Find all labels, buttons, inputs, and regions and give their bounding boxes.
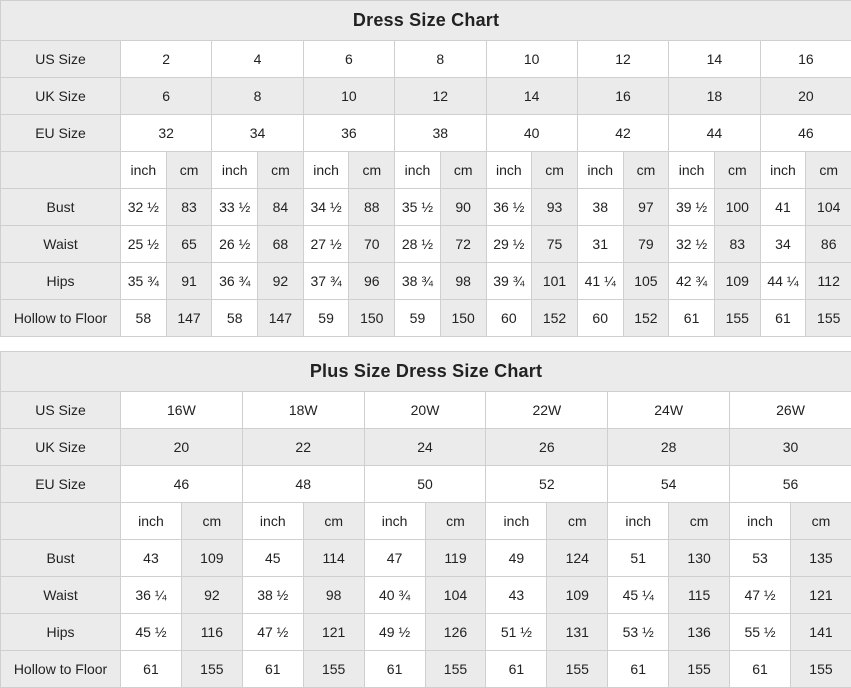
measurement-value: 61 (730, 651, 791, 688)
size-row (1, 78, 851, 115)
size-value: 16 (760, 41, 851, 78)
measurement-value: 124 (547, 540, 608, 577)
measurement-value: 51 (608, 540, 669, 577)
measurement-value: 155 (181, 651, 242, 688)
measurement-value: 155 (790, 651, 851, 688)
unit-header: cm (303, 503, 364, 540)
measurement-value: 72 (440, 226, 486, 263)
measurement-value: 98 (303, 577, 364, 614)
measurement-value: 75 (532, 226, 578, 263)
unit-row-blank-label (1, 152, 121, 189)
measurement-value: 92 (258, 263, 304, 300)
measurement-value: 105 (623, 263, 669, 300)
size-value: 42 (577, 115, 668, 152)
measurement-value: 32 ½ (669, 226, 715, 263)
measurement-value: 27 ½ (303, 226, 349, 263)
size-value: 12 (395, 78, 486, 115)
measurement-value: 100 (714, 189, 760, 226)
size-value: 32 (121, 115, 212, 152)
measurement-value: 37 ¾ (303, 263, 349, 300)
unit-row (1, 152, 851, 189)
measurement-value: 115 (669, 577, 730, 614)
measurement-value: 39 ¾ (486, 263, 532, 300)
size-value: 22W (486, 392, 608, 429)
measurement-value: 55 ½ (730, 614, 791, 651)
measurement-value: 41 (760, 189, 806, 226)
unit-header: inch (608, 503, 669, 540)
measurement-value: 121 (790, 577, 851, 614)
measurement-value: 41 ¼ (577, 263, 623, 300)
measurement-value: 112 (806, 263, 851, 300)
measurement-value: 150 (349, 300, 395, 337)
measurement-value: 53 ½ (608, 614, 669, 651)
size-value: 34 (212, 115, 303, 152)
measurement-value: 58 (212, 300, 258, 337)
measurement-value: 43 (486, 577, 547, 614)
measurement-value: 31 (577, 226, 623, 263)
measurement-value: 97 (623, 189, 669, 226)
row-label: Hollow to Floor (1, 300, 121, 337)
size-chart-table (0, 351, 851, 688)
size-value: 16 (577, 78, 668, 115)
measurement-value: 155 (669, 651, 730, 688)
row-label: Hips (1, 614, 121, 651)
measurement-value: 29 ½ (486, 226, 532, 263)
measurement-value: 58 (121, 300, 167, 337)
unit-header: cm (714, 152, 760, 189)
measurement-value: 84 (258, 189, 304, 226)
measurement-value: 61 (364, 651, 425, 688)
measurement-row (1, 226, 851, 263)
measurement-value: 65 (166, 226, 212, 263)
measurement-value: 25 ½ (121, 226, 167, 263)
unit-header: cm (166, 152, 212, 189)
measurement-value: 93 (532, 189, 578, 226)
row-label: Bust (1, 189, 121, 226)
measurement-value: 36 ¾ (212, 263, 258, 300)
size-value: 10 (303, 78, 394, 115)
chart-title-row (1, 352, 851, 392)
unit-header: inch (364, 503, 425, 540)
unit-header: cm (806, 152, 851, 189)
measurement-value: 83 (714, 226, 760, 263)
size-row (1, 392, 851, 429)
row-label: Hips (1, 263, 121, 300)
unit-header: inch (242, 503, 303, 540)
chart-spacer (0, 337, 851, 351)
measurement-value: 35 ½ (395, 189, 441, 226)
unit-header: cm (532, 152, 578, 189)
measurement-value: 91 (166, 263, 212, 300)
measurement-value: 59 (303, 300, 349, 337)
size-value: 26 (486, 429, 608, 466)
size-value: 48 (242, 466, 364, 503)
measurement-row (1, 263, 851, 300)
row-label: Hollow to Floor (1, 651, 121, 688)
unit-header: inch (730, 503, 791, 540)
measurement-value: 47 ½ (242, 614, 303, 651)
measurement-value: 49 (486, 540, 547, 577)
measurement-value: 116 (181, 614, 242, 651)
measurement-value: 109 (181, 540, 242, 577)
size-value: 20W (364, 392, 486, 429)
measurement-value: 147 (258, 300, 304, 337)
size-value: 14 (486, 78, 577, 115)
measurement-value: 126 (425, 614, 486, 651)
size-value: 18 (669, 78, 760, 115)
measurement-value: 39 ½ (669, 189, 715, 226)
measurement-value: 49 ½ (364, 614, 425, 651)
measurement-value: 45 ½ (121, 614, 182, 651)
measurement-value: 36 ½ (486, 189, 532, 226)
size-value: 50 (364, 466, 486, 503)
size-row (1, 41, 851, 78)
unit-header: cm (181, 503, 242, 540)
measurement-value: 104 (425, 577, 486, 614)
measurement-value: 155 (714, 300, 760, 337)
measurement-value: 96 (349, 263, 395, 300)
unit-header: inch (303, 152, 349, 189)
measurement-value: 98 (440, 263, 486, 300)
size-row (1, 115, 851, 152)
size-row (1, 429, 851, 466)
size-value: 46 (121, 466, 243, 503)
measurement-value: 34 (760, 226, 806, 263)
size-value: 44 (669, 115, 760, 152)
size-value: 20 (121, 429, 243, 466)
size-value: 16W (121, 392, 243, 429)
measurement-value: 51 ½ (486, 614, 547, 651)
measurement-value: 135 (790, 540, 851, 577)
size-value: 14 (669, 41, 760, 78)
measurement-value: 70 (349, 226, 395, 263)
measurement-value: 59 (395, 300, 441, 337)
size-value: 40 (486, 115, 577, 152)
size-value: 26W (730, 392, 851, 429)
measurement-value: 136 (669, 614, 730, 651)
size-value: 4 (212, 41, 303, 78)
unit-header: inch (121, 152, 167, 189)
measurement-value: 152 (623, 300, 669, 337)
unit-header: cm (623, 152, 669, 189)
measurement-value: 152 (532, 300, 578, 337)
size-value: 56 (730, 466, 851, 503)
measurement-value: 38 ¾ (395, 263, 441, 300)
unit-header: inch (760, 152, 806, 189)
size-value: 18W (242, 392, 364, 429)
unit-header: cm (425, 503, 486, 540)
measurement-value: 88 (349, 189, 395, 226)
size-value: 22 (242, 429, 364, 466)
unit-header: cm (790, 503, 851, 540)
size-value: 6 (303, 41, 394, 78)
measurement-value: 26 ½ (212, 226, 258, 263)
measurement-value: 90 (440, 189, 486, 226)
unit-header: cm (440, 152, 486, 189)
unit-row (1, 503, 851, 540)
row-label: Bust (1, 540, 121, 577)
row-label: EU Size (1, 115, 121, 152)
measurement-value: 45 (242, 540, 303, 577)
unit-header: cm (349, 152, 395, 189)
unit-header: inch (669, 152, 715, 189)
measurement-value: 61 (608, 651, 669, 688)
size-value: 8 (212, 78, 303, 115)
size-chart-table (0, 0, 851, 337)
row-label: US Size (1, 41, 121, 78)
measurement-value: 121 (303, 614, 364, 651)
measurement-value: 155 (303, 651, 364, 688)
size-value: 24W (608, 392, 730, 429)
chart-title: Dress Size Chart (1, 1, 851, 41)
measurement-value: 43 (121, 540, 182, 577)
unit-header: cm (669, 503, 730, 540)
unit-row-blank-label (1, 503, 121, 540)
measurement-value: 155 (547, 651, 608, 688)
measurement-value: 155 (425, 651, 486, 688)
size-value: 52 (486, 466, 608, 503)
row-label: Waist (1, 577, 121, 614)
measurement-value: 47 ½ (730, 577, 791, 614)
measurement-value: 130 (669, 540, 730, 577)
measurement-row (1, 300, 851, 337)
size-value: 54 (608, 466, 730, 503)
chart-title: Plus Size Dress Size Chart (1, 352, 851, 392)
size-value: 6 (121, 78, 212, 115)
measurement-row (1, 577, 851, 614)
measurement-value: 119 (425, 540, 486, 577)
unit-header: cm (547, 503, 608, 540)
size-value: 28 (608, 429, 730, 466)
size-row (1, 466, 851, 503)
measurement-value: 40 ¾ (364, 577, 425, 614)
measurement-value: 35 ¾ (121, 263, 167, 300)
measurement-row (1, 614, 851, 651)
size-value: 10 (486, 41, 577, 78)
measurement-value: 61 (669, 300, 715, 337)
unit-header: inch (486, 152, 532, 189)
size-value: 36 (303, 115, 394, 152)
size-value: 38 (395, 115, 486, 152)
measurement-value: 32 ½ (121, 189, 167, 226)
measurement-value: 34 ½ (303, 189, 349, 226)
size-value: 8 (395, 41, 486, 78)
measurement-value: 33 ½ (212, 189, 258, 226)
measurement-value: 109 (714, 263, 760, 300)
measurement-value: 83 (166, 189, 212, 226)
measurement-value: 38 ½ (242, 577, 303, 614)
measurement-row (1, 189, 851, 226)
unit-header: inch (121, 503, 182, 540)
measurement-value: 150 (440, 300, 486, 337)
measurement-value: 60 (486, 300, 532, 337)
measurement-value: 53 (730, 540, 791, 577)
unit-header: cm (258, 152, 304, 189)
measurement-value: 86 (806, 226, 851, 263)
measurement-value: 61 (121, 651, 182, 688)
row-label: EU Size (1, 466, 121, 503)
size-value: 24 (364, 429, 486, 466)
measurement-value: 131 (547, 614, 608, 651)
measurement-value: 28 ½ (395, 226, 441, 263)
measurement-value: 79 (623, 226, 669, 263)
measurement-value: 60 (577, 300, 623, 337)
unit-header: inch (212, 152, 258, 189)
size-value: 2 (121, 41, 212, 78)
measurement-value: 141 (790, 614, 851, 651)
measurement-value: 36 ¼ (121, 577, 182, 614)
size-value: 30 (730, 429, 851, 466)
measurement-value: 68 (258, 226, 304, 263)
measurement-value: 104 (806, 189, 851, 226)
unit-header: inch (395, 152, 441, 189)
unit-header: inch (486, 503, 547, 540)
measurement-value: 92 (181, 577, 242, 614)
measurement-value: 155 (806, 300, 851, 337)
measurement-value: 61 (486, 651, 547, 688)
row-label: UK Size (1, 78, 121, 115)
measurement-value: 44 ¼ (760, 263, 806, 300)
row-label: UK Size (1, 429, 121, 466)
size-value: 20 (760, 78, 851, 115)
size-value: 12 (577, 41, 668, 78)
unit-header: inch (577, 152, 623, 189)
measurement-value: 61 (760, 300, 806, 337)
measurement-row (1, 540, 851, 577)
measurement-value: 109 (547, 577, 608, 614)
measurement-value: 45 ¼ (608, 577, 669, 614)
measurement-value: 61 (242, 651, 303, 688)
measurement-value: 101 (532, 263, 578, 300)
measurement-value: 42 ¾ (669, 263, 715, 300)
measurement-value: 38 (577, 189, 623, 226)
measurement-value: 147 (166, 300, 212, 337)
row-label: Waist (1, 226, 121, 263)
size-value: 46 (760, 115, 851, 152)
measurement-value: 114 (303, 540, 364, 577)
measurement-value: 47 (364, 540, 425, 577)
chart-title-row (1, 1, 851, 41)
row-label: US Size (1, 392, 121, 429)
